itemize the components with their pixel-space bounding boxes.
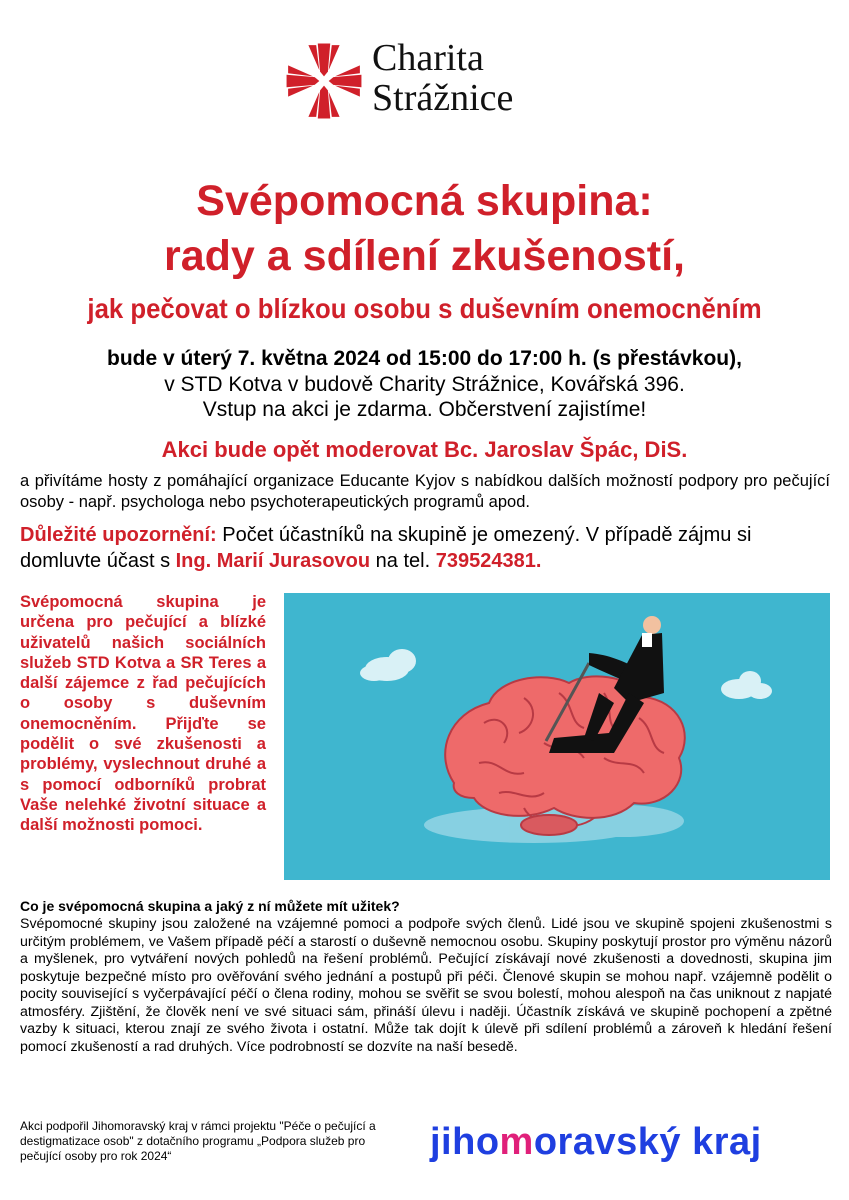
info-heading: Co je svépomocná skupina a jaký z ní můžete mít užitek? xyxy=(20,898,400,914)
charita-cross-logo-icon xyxy=(285,42,363,120)
kraj-logo-m: m xyxy=(499,1121,534,1163)
important-notice xyxy=(20,522,832,574)
charita-logo-text xyxy=(372,38,513,118)
info-body: Svépomocné skupiny jsou založené na vzájemné pomoci a podpoře svých členů. Lidé jsou ve skupině spojeni zkušenostmi s určitým problémem, ve Vašem případě péčí a starostí o duševně nemocnou osobu. Skupiny poskytují prostor pro výměnu názorů a myšlenek, pro vytváření nových pohledů na řešení problémů. Pečující získávají nové zkušenosti a dovednosti, skupina jim poskytuje bezpečné místo pro ověřování svého jednání a postupů při péči. Členové skupin se mohou např. vzájemně podělit o pocity související s vyčerpávající péčí o člena rodiny, mohou se svěřit se svou bolestí, mohou alespoň na čas uniknout z napjaté atmosféry. Zjištění, že člověk není ve své situaci sám, přináší úlevu i naději. Účastník získává ve skupině pochopení a zpětné vazby k situaci, kterou znají ze svého života i ostatní. Může tak dojít k úlevě při sdílení problémů a zároveň k hledání řešení pomocí zkušeností a rad druhých. Více podrobností se dozvíte na naší besedě. xyxy=(20,916,832,1055)
kraj-logo-part-1: jiho xyxy=(430,1121,500,1163)
logo-line-1: Charita xyxy=(372,37,484,79)
notice-text-1: Počet účastníků na skupině je omezený. V případě zájmu si domluvte účast s xyxy=(20,524,752,572)
guests-paragraph: a přivítáme hosty z pomáhající organizace Educante Kyjov s nabídkou dalších možností podpory pro pečující osoby - např. psychologa nebo psychoterapeutických programů apod. xyxy=(20,472,830,511)
event-date-line: bude v úterý 7. května 2024 od 15:00 do 17:00 h. (s přestávkou), xyxy=(107,347,742,370)
event-place-line: v STD Kotva v budově Charity Strážnice, Kovářská 396. xyxy=(164,373,685,396)
notice-text-2: na tel. xyxy=(370,550,436,572)
funding-footnote: Akci podpořil Jihomoravský kraj v rámci projektu "Péče o pečující a destigmatizace osob" z dotačního programu „Podpora služeb pro pečující osoby pro rok 2024“ xyxy=(20,1119,376,1163)
notice-contact-name: Ing. Marií Jurasovou xyxy=(175,550,371,572)
title-line-2: rady a sdílení zkušeností, xyxy=(164,232,685,280)
event-entry-line: Vstup na akci je zdarma. Občerstvení zajistíme! xyxy=(202,398,647,421)
notice-label: Důležité upozornění: xyxy=(20,524,217,546)
kraj-logo-part-2: oravský kraj xyxy=(533,1121,762,1163)
target-group-paragraph: Svépomocná skupina je určena pro pečující a blízké uživatelů našich sociálních služeb STD Kotva a SR Teres a další zájemce z řad pečujících o osoby s duševním onemocněním. Přijďte se podělit o své zkušenosti a problémy, vyslechnout druhé a s pomocí odborníků probrat Vaše nelehké životní situace a další možnosti pomoci. xyxy=(20,593,266,835)
moderator-line: Akci bude opět moderovat Bc. Jaroslav Špác, DiS. xyxy=(161,437,688,462)
subtitle: jak pečovat o blízkou osobu s duševním onemocněním xyxy=(87,293,762,324)
notice-phone: 739524381. xyxy=(435,550,542,572)
logo-line-2: Strážnice xyxy=(372,77,514,119)
title-line-1: Svépomocná skupina: xyxy=(196,177,653,225)
jihomoravsky-kraj-logo xyxy=(430,1120,762,1164)
brain-rider-illustration xyxy=(284,593,830,880)
